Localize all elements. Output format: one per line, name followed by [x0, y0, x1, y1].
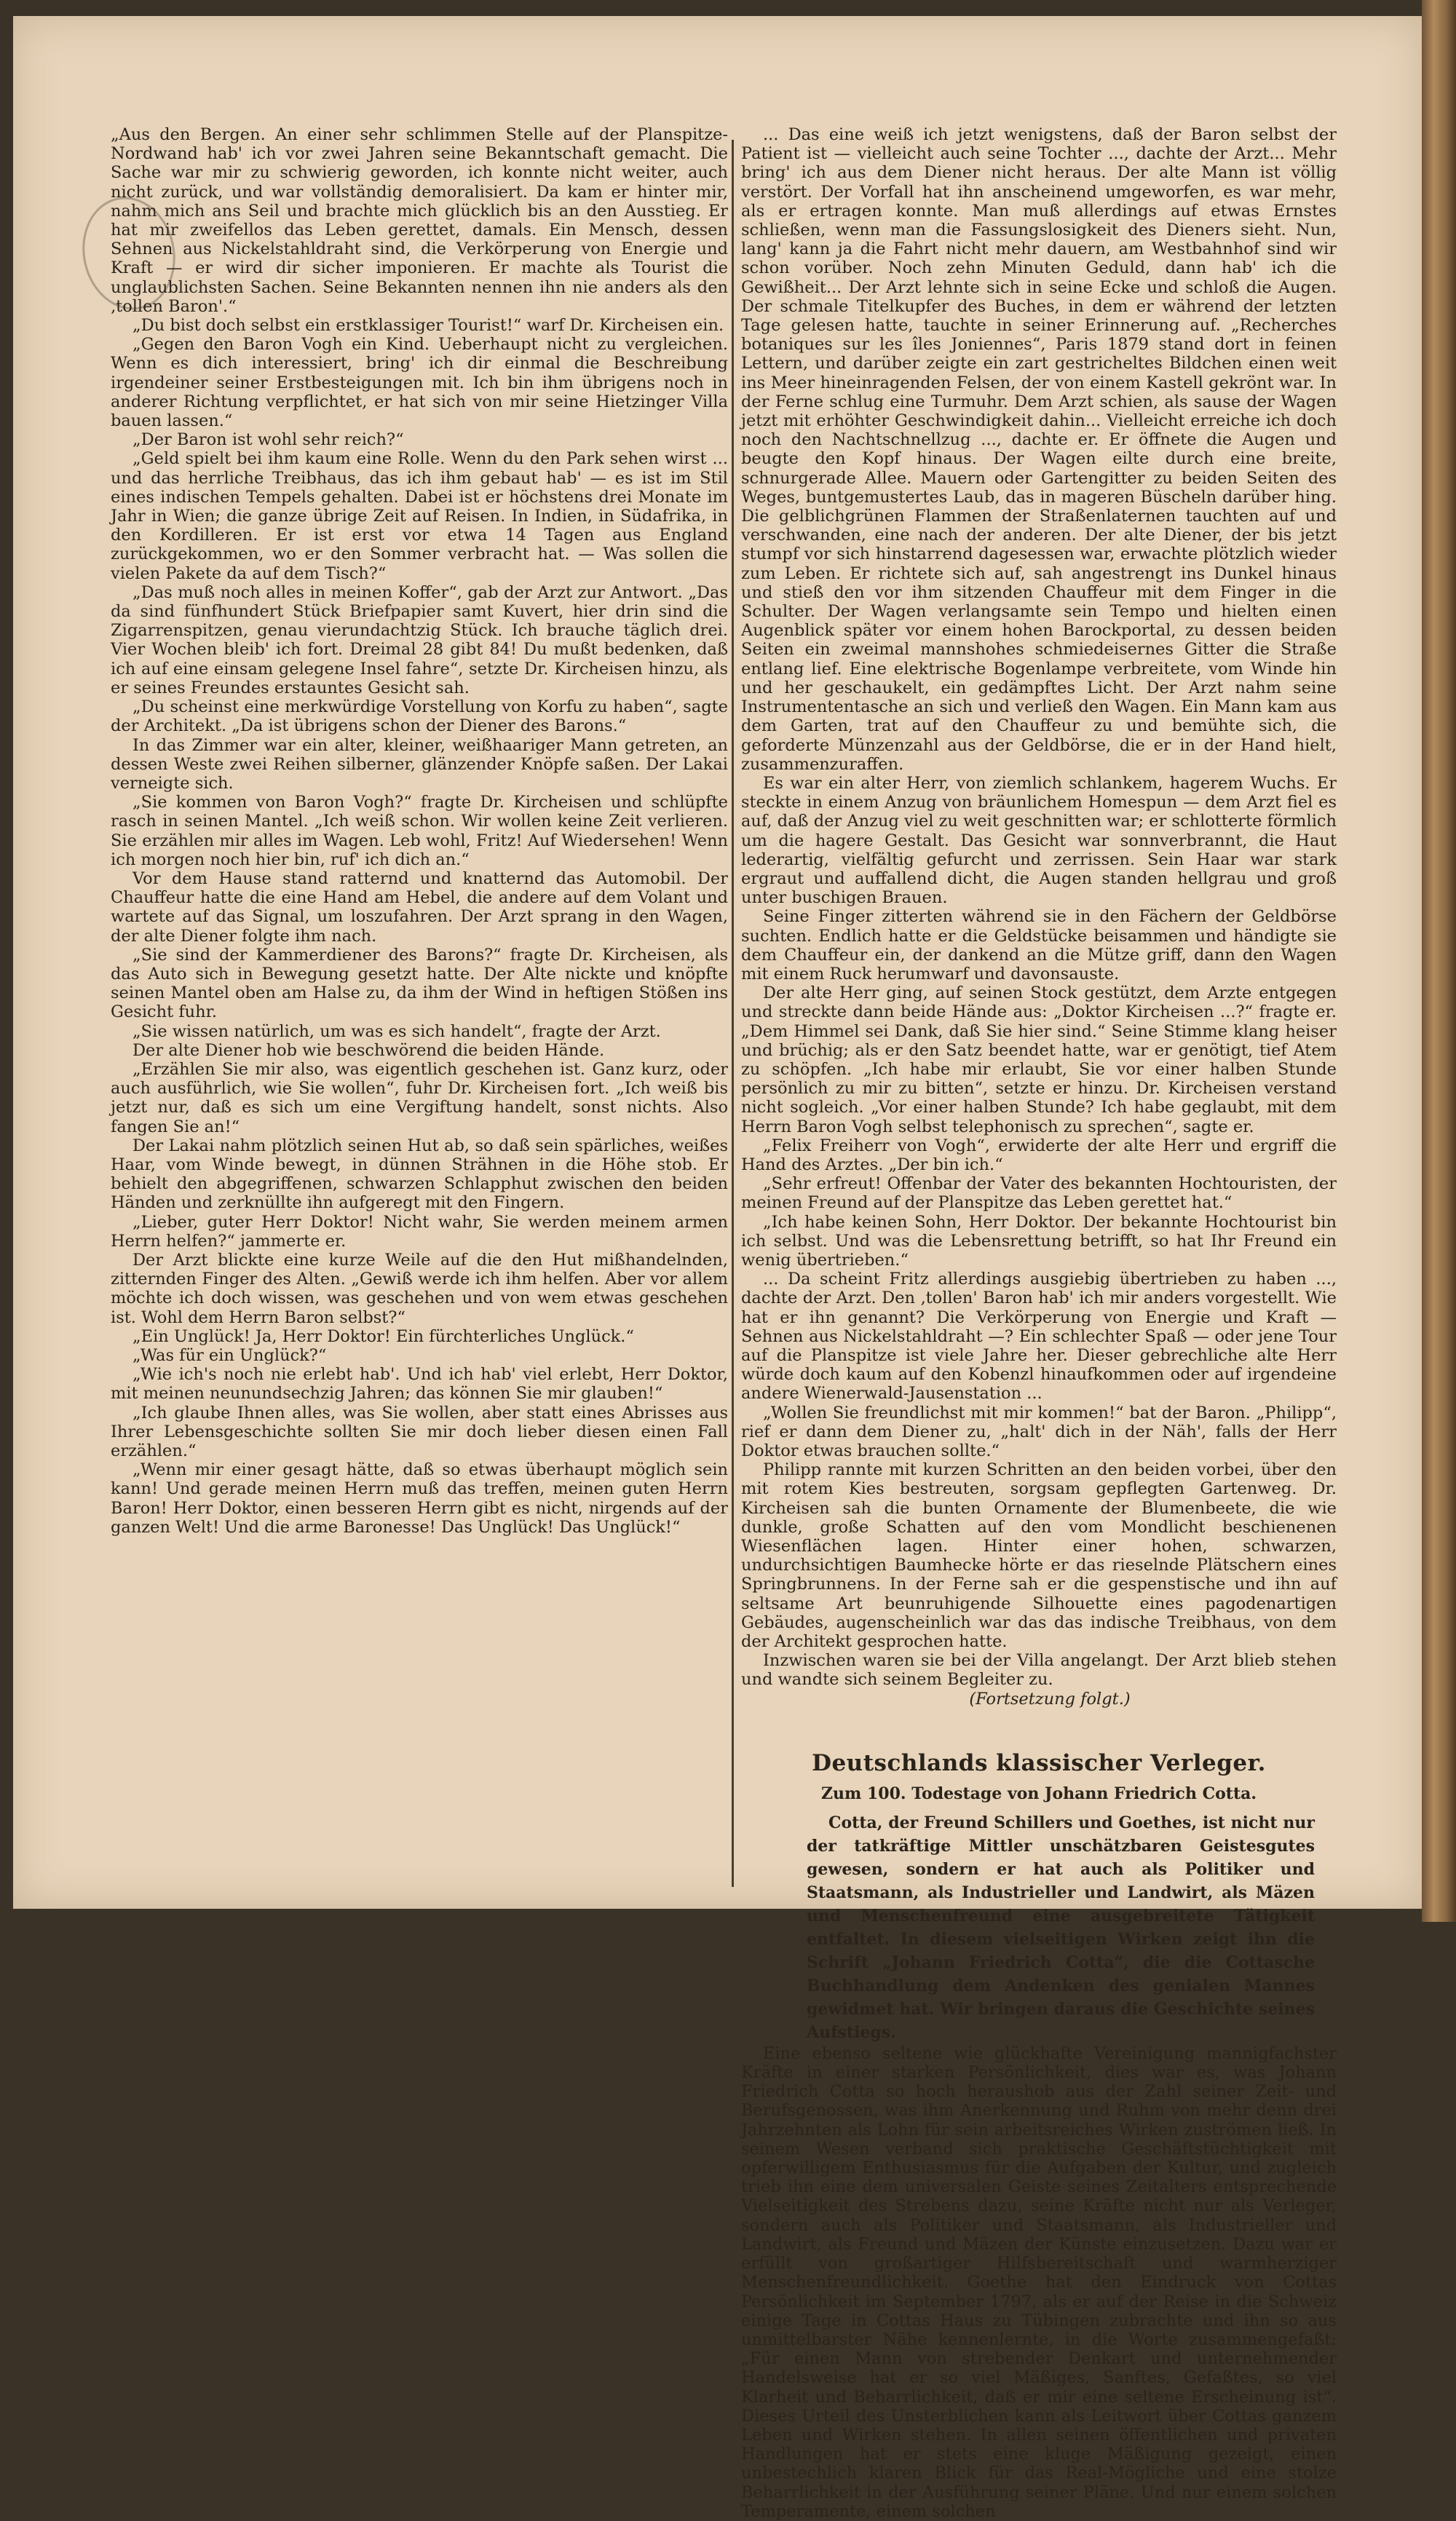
- story-paragraph: Der alte Diener hob wie beschwörend die beiden Hände.: [132, 1040, 605, 1060]
- story-paragraph: In das Zimmer war ein alter, kleiner, weißhaariger Mann getreten, an dessen Weste zwei Reihen silberner, glänzender Knöpfe saßen. Der Lakai verneigte sich.: [111, 735, 728, 793]
- story-paragraph: Seine Finger zitterten während sie in den Fächern der Geldbörse suchten. Endlich hatte er die Geldstücke beisammen und händigte sie dem Chauffeur ein, der dankend an die Mütze griff, dann den Wagen mit einem Ruck herumwarf und davonsauste.: [741, 907, 1337, 984]
- article-separator: [741, 1733, 1337, 1734]
- story-paragraph: „Ich habe keinen Sohn, Herr Doktor. Der bekannte Hochtourist bin ich selbst. Und was die Lebensrettung betrifft, so hat Ihr Freund ein wenig übertrieben.“: [741, 1212, 1337, 1270]
- column-rule: [732, 140, 734, 1887]
- article-subheadline: Zum 100. Todestage von Johann Friedrich Cotta.: [820, 1784, 1257, 1803]
- story-paragraph: „Du scheinst eine merkwürdige Vorstellung von Korfu zu haben“, sagte der Architekt. „Da ist übrigens schon der Diener des Barons.“: [111, 697, 728, 736]
- newspaper-page: [13, 16, 1422, 2521]
- story-paragraph: „Sie kommen von Baron Vogh?“ fragte Dr. Kircheisen und schlüpfte rasch in seinen Mantel. „Ich weiß schon. Wir wollen keine Zeit verlieren. Sie erzählen mir alles im Wagen. Leb wohl, Fritz! Auf Wiedersehen! Wenn ich morgen noch hier bin, ruf' ich dich an.“: [111, 793, 728, 869]
- story-paragraph: „Felix Freiherr von Vogh“, erwiderte der alte Herr und ergriff die Hand des Arztes. „Der bin ich.“: [741, 1136, 1337, 1174]
- story-paragraph: ... Da scheint Fritz allerdings ausgiebig übertrieben zu haben ..., dachte der Arzt. Den ‚tollen' Baron hab' ich mir anders vorgestellt. Wie hat er ihn genannt? Die Verkörperung von Energie und Kraft — Sehnen aus Nickelstahldraht —? Ein schlechter Spaß — oder jene Tour auf die Planspitze ist viele Jahre her. Dieser gebrechliche alte Herr würde doch kaum auf den Kobenzl hinaufkommen oder auf irgendeine andere Wienerwald-Jausenstation ...: [741, 1270, 1337, 1404]
- article-lead: Cotta, der Freund Schillers und Goethes, ist nicht nur der tatkräftige Mittler unschätzbaren Geistesgutes gewesen, sondern er hat auch als Politiker und Staatsmann, als Industrieller und Landwirt, als Mäzen und Menschenfreund eine ausgebreitete Tätigkeit entfaltet. In diesem vielseitigen Wirken zeigt ihn die Schrift „Johann Friedrich Cotta“, die die Cottasche Buchhandlung dem Andenken des genialen Mannes gewidmet hat. Wir bringen daraus die Geschichte seines Aufstiegs.: [807, 1813, 1315, 2042]
- article-headline: Deutschlands klassischer Verleger.: [812, 1749, 1266, 1776]
- story-paragraph: „Wenn mir einer gesagt hätte, daß so etwas überhaupt möglich sein kann! Und gerade meinen Herrn muß das treffen, meinen guten Herrn Baron! Herr Doktor, einen besseren Herrn gibt es nicht, nirgends auf der ganzen Welt! Und die arme Baronesse! Das Unglück! Das Unglück!“: [111, 1460, 728, 1537]
- story-paragraph: „Sie sind der Kammerdiener des Barons?“ fragte Dr. Kircheisen, als das Auto sich in Bewegung gesetzt hatte. Der Alte nickte und knöpfte seinen Mantel oben am Halse zu, da ihm der Wind in heftigen Stößen ins Gesicht fuhr.: [111, 945, 728, 1022]
- story-paragraph: Der Arzt blickte eine kurze Weile auf die den Hut mißhandelnden, zitternden Finger des Alten. „Gewiß werde ich ihm helfen. Aber vor allem möchte ich doch wissen, was geschehen und von wem etwas geschehen ist. Wohl dem Herrn Baron selbst?“: [111, 1250, 728, 1327]
- story-paragraph: „Der Baron ist wohl sehr reich?“: [132, 430, 404, 450]
- story-paragraph: Inzwischen waren sie bei der Villa angelangt. Der Arzt blieb stehen und wandte sich seinem Begleiter zu.: [741, 1651, 1337, 1690]
- story-paragraph: „Geld spielt bei ihm kaum eine Rolle. Wenn du den Park sehen wirst ... und das herrliche Treibhaus, das ich ihm gebaut hab' — es ist im Stil eines indischen Tempels gehalten. Dabei ist er höchstens drei Monate im Jahr in Wien; die ganze übrige Zeit auf Reisen. In Indien, in Südafrika, in den Kordilleren. Er ist erst vor etwa 14 Tagen aus England zurückgekommen, wo er den Sommer verbracht hat. — Was sollen die vielen Pakete da auf dem Tisch?“: [111, 449, 728, 583]
- story-paragraph: „Ein Unglück! Ja, Herr Doktor! Ein fürchterliches Unglück.“: [132, 1326, 634, 1346]
- story-paragraph: „Ich glaube Ihnen alles, was Sie wollen, aber statt eines Abrisses aus Ihrer Lebensgeschichte sollten Sie mir doch lieber diesen einen Fall erzählen.“: [111, 1403, 728, 1461]
- story-paragraph: „Wie ich's noch nie erlebt hab'. Und ich hab' viel erlebt, Herr Doktor, mit meinen neunundsechzig Jahren; das können Sie mir glauben!“: [111, 1365, 728, 1404]
- story-paragraph: Der alte Herr ging, auf seinen Stock gestützt, dem Arzte entgegen und streckte dann beide Hände aus: „Doktor Kircheisen ...?“ fragte er. „Dem Himmel sei Dank, daß Sie hier sind.“ Seine Stimme klang heiser und brüchig; als er den Satz beendet hatte, war er genötigt, tief Atem zu schöpfen. „Ich habe mir erlaubt, Sie vor einer halben Stunde persönlich zu mir zu bitten“, setzte er hinzu. Dr. Kircheisen verstand nicht sogleich. „Vor einer halben Stunde? Ich habe geglaubt, mit dem Herrn Baron Vogh selbst telephonisch zu sprechen“, sagte er.: [741, 984, 1337, 1136]
- story-paragraph: „Sie wissen natürlich, um was es sich handelt“, fragte der Arzt.: [132, 1021, 661, 1041]
- story-paragraph: „Aus den Bergen. An einer sehr schlimmen Stelle auf der Planspitze-Nordwand hab' ich vor zwei Jahren seine Bekanntschaft gemacht. Die Sache war mir zu schwierig geworden, ich konnte nicht weiter, auch nicht zurück, und war vollständig demoralisiert. Da kam er hinter mir, nahm mich ans Seil und brachte mich glücklich bis an den Ausstieg. Er hat mir zweifellos das Leben gerettet, damals. Ein Mensch, dessen Sehnen aus Nickelstahldraht sind, die Verkörperung von Energie und Kraft — er wird dir sicher imponieren. Er machte als Tourist die unglaublichsten Sachen. Seine Bekannten nennen ihn nie anders als den ‚tollen Baron'.“: [111, 125, 728, 316]
- story-paragraph: Es war ein alter Herr, von ziemlich schlankem, hagerem Wuchs. Er steckte in einem Anzug von bräunlichem Homespun — dem Arzt fiel es auf, daß der Anzug viel zu weit geschnitten war; er schlotterte förmlich um die hagere Gestalt. Das Gesicht war sonnverbrannt, die Haut lederartig, vielfältig gefurcht und zerrissen. Sein Haar war stark ergraut und auffallend dicht, die Augen standen hellgrau und groß unter buschigen Brauen.: [741, 773, 1337, 908]
- story-column: [111, 125, 728, 1887]
- story-paragraph: „Wollen Sie freundlichst mit mir kommen!“ bat der Baron. „Philipp“, rief er dann dem Diener zu, „halt' dich in der Näh', falls der Herr Doktor etwas brauchen sollte.“: [741, 1403, 1337, 1461]
- book-spine-edge: [1422, 0, 1456, 1922]
- story-paragraph: „Was für ein Unglück?“: [132, 1346, 327, 1365]
- story-paragraph: Vor dem Hause stand ratternd und knatternd das Automobil. Der Chauffeur hatte die eine Hand am Hebel, die andere auf dem Volant und wartete auf das Signal, um loszufahren. Der Arzt sprang in den Wagen, der alte Diener folgte ihm nach.: [111, 868, 728, 946]
- story-continued: [741, 125, 1337, 1690]
- story-paragraph: Der Lakai nahm plötzlich seinen Hut ab, so daß sein spärliches, weißes Haar, vom Winde bewegt, in dünnen Strähnen in die Höhe stob. Er behielt den abgegriffenen, schwarzen Schlapphut zwischen den beiden Händen und zerknüllte ihn aufgeregt mit den Fingern.: [111, 1136, 728, 1213]
- story-paragraph: „Sehr erfreut! Offenbar der Vater des bekannten Hochtouristen, der meinen Freund auf der Planspitze das Leben gerettet hat.“: [741, 1174, 1337, 1213]
- story-paragraph: Philipp rannte mit kurzen Schritten an den beiden vorbei, über den mit rotem Kies bestreuten, sorgsam gepflegten Gartenweg. Dr. Kircheisen sah die bunten Ornamente der Blumenbeete, die wie dunkle, große Schatten auf den vom Mondlicht beschienenen Wiesenflächen lagen. Hinter einer hohen, schwarzen, undurchsichtigen Baumhecke hörte er das rieselnde Plätschern eines Springbrunnens. In der Ferne sah er die gespenstische und ihn auf seltsame Art beunruhigende Silhouette eines pagodenartigen Gebäudes, augenscheinlich war das das indische Treibhaus, von dem der Architekt gesprochen hatte.: [741, 1460, 1337, 1652]
- story-paragraph: „Erzählen Sie mir also, was eigentlich geschehen ist. Ganz kurz, oder auch ausführlich, wie Sie wollen“, fuhr Dr. Kircheisen fort. „Ich weiß bis jetzt nur, daß es sich um eine Vergiftung handelt, sonst nichts. Also fangen Sie an!“: [111, 1059, 728, 1136]
- story-paragraph: „Das muß noch alles in meinen Koffer“, gab der Arzt zur Antwort. „Das da sind fünfhundert Stück Briefpapier samt Kuvert, hier drin sind die Zigarrenspitzen, genau vierundachtzig Stück. Ich brauche täglich drei. Vier Wochen bleib' ich fort. Dreimal 28 gibt 84! Du mußt bedenken, daß ich auf eine einsam gelegene Insel fahre“, setzte Dr. Kircheisen hinzu, als er seines Freundes erstauntes Gesicht sah.: [111, 582, 728, 697]
- story-paragraph: ... Das eine weiß ich jetzt wenigstens, daß der Baron selbst der Patient ist — vielleicht auch seine Tochter ..., dachte der Arzt... Mehr bring' ich aus dem Diener nicht heraus. Der alte Mann ist völlig verstört. Der Vorfall hat ihn anscheinend umgeworfen, es war mehr, als er ertragen konnte. Man muß allerdings auf etwas Ernstes schließen, wenn man die Fassungslosigkeit des Dieners sieht. Nun, lang' kann ja die Fahrt nicht mehr dauern, am Westbahnhof sind wir schon vorüber. Noch zehn Minuten Geduld, dann hab' ich die Gewißheit... Der Arzt lehnte sich in seine Ecke und schloß die Augen. Der schmale Titelkupfer des Buches, in dem er während der letzten Tage gelesen hatte, tauchte in seiner Erinnerung auf. „Recherches botaniques sur les îles Joniennes“, Paris 1879 stand dort in feinen Lettern, und darüber zeigte ein zart gestricheltes Bildchen einen weit ins Meer hineinragenden Felsen, der von einem Kastell gekrönt war. In der Ferne schlug eine Turmuhr. Dem Arzt schien, als sause der Wagen jetzt mit erhöhter Geschwindigkeit dahin... Vielleicht erreiche ich doch noch den Nachtschnellzug ..., dachte er. Er öffnete die Augen und beugte den Kopf hinaus. Der Wagen eilte durch eine breite, schnurgerade Allee. Mauern oder Gartengitter zu beiden Seiten des Weges, buntgemustertes Laub, das in mageren Büscheln darüber hing. Die gelblichgrünen Flammen der Straßenlaternen tauchten auf und verschwanden, eine nach der anderen. Der alte Diener, der bis jetzt stumpf vor sich hinstarrend dagesessen war, erwachte plötzlich wieder zum Leben. Er richtete sich auf, sah angestrengt ins Dunkel hinaus und stieß den vor ihm sitzenden Chauffeur mit dem Finger in die Schulter. Der Wagen verlangsamte sein Tempo und hielten einen Augenblick später vor einem hohen Barockportal, zu dessen beiden Seiten ein zweimal mannshohes schmiedeisernes Gitter die Straße entlang lief. Eine elektrische Bogenlampe verbreitete, vom Winde hin und her geschaukelt, ein gedämpftes Licht. Der Arzt nahm seine Instrumententasche an sich und verließ den Wagen. Ein Mann kam aus dem Garten, trat auf den Chauffeur zu und bemühte sich, die geforderte Münzenzahl aus der Geldbörse, die er in der Hand hielt, zusammenzuraffen.: [741, 125, 1337, 774]
- story-paragraph: „Gegen den Baron Vogh ein Kind. Ueberhaupt nicht zu vergleichen. Wenn es dich interessiert, bring' ich dir einmal die Beschreibung irgendeiner seiner Erstbesteigungen mit. Ich bin ihm übrigens noch in anderer Richtung verpflichtet, er hat sich von mir seine Hietzinger Villa bauen lassen.“: [111, 335, 728, 431]
- continuation-note: (Fortsetzung folgt.): [969, 1689, 1131, 1709]
- right-column: [741, 125, 1337, 2521]
- story-paragraph: „Lieber, guter Herr Doktor! Nicht wahr, Sie werden meinem armen Herrn helfen?“ jammerte er.: [111, 1212, 728, 1251]
- story-paragraph: „Du bist doch selbst ein erstklassiger Tourist!“ warf Dr. Kircheisen ein.: [132, 316, 724, 336]
- article-body: Eine ebenso seltene wie glückhafte Vereinigung mannigfachster Kräfte in einer starken Persönlichkeit, dies war es, was Johann Friedrich Cotta so hoch heraushob aus der Zahl seiner Zeit- und Berufsgenossen, was ihm Anerkennung und Ruhm von mehr denn drei Jahrzehnten als Lohn für sein arbeitsreiches Wirken zuströmen ließ. In seinem Wesen verband sich praktische Geschäftstüchtigkeit mit opferwilligem Enthusiasmus für die Aufgaben der Kultur, und zugleich trieb ihn eine dem universalen Geiste seines Zeitalters entsprechende Vielseitigkeit des Strebens dazu, seine Kräfte nicht nur als Verleger, sondern auch als Politiker und Staatsmann, als Industrieller und Landwirt, als Freund und Mäzen der Künste einzusetzen. Dazu war er erfüllt von großartiger Hilfsbereitschaft und warmherziger Menschenfreundlichkeit. Goethe hat den Eindruck von Cottas Persönlichkeit im September 1797, als er auf der Reise in die Schweiz einige Tage in Cottas Haus zu Tübingen zubrachte und ihn so aus unmittelbarster Nähe kennenlernte, in die Worte zusammengefaßt: „Für einen Mann von strebender Denkart und unternehmender Handelsweise hat er so viel Mäßiges, Sanftes, Gefaßtes, so viel Klarheit und Beharrlichkeit, daß er mir eine seltene Erscheinung ist“. Dieses Urteil des Unsterblichen kann als Leitwort über Cottas ganzem Leben und Wirken stehen. In allen seinen öffentlichen und privaten Handlungen hat er stets eine kluge Mäßigung gezeigt, einen unbestechlich klaren Blick für das Real-Mögliche und eine stolze Beharrlichkeit in der Ausführung seiner Pläne. Und nur einem solchen Temperamente, einem solchen: [741, 2043, 1337, 2521]
